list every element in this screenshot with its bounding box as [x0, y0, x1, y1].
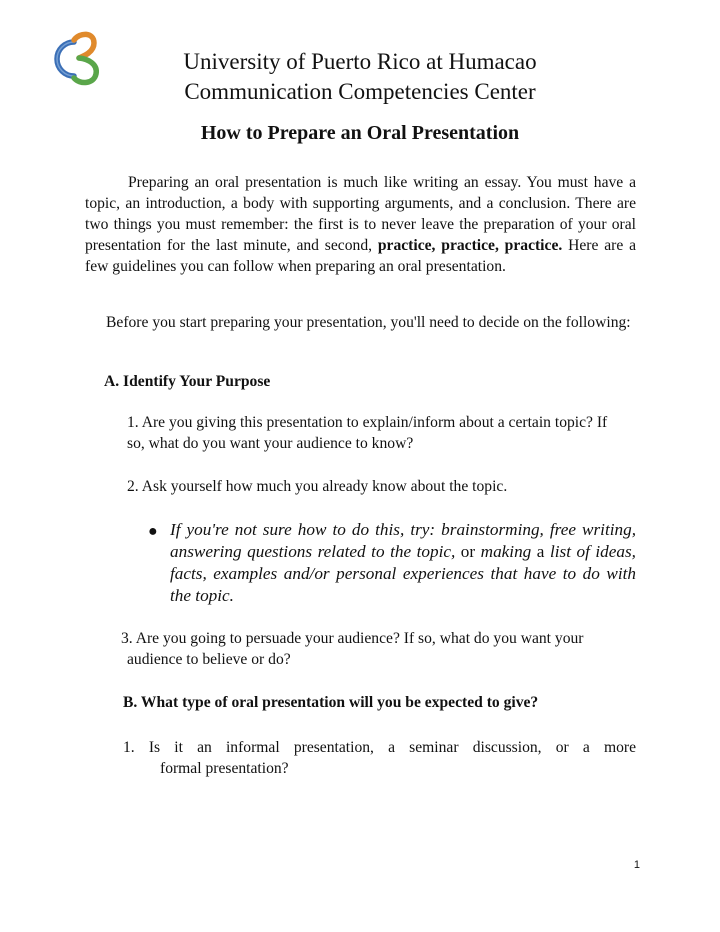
intro-text-part1: Preparing an oral presentation is much like writing an essay. You must have a topic, an introduction, a body with supporting arguments, and a conclusion. There are two things you must remember: the first is to never leave the preparation of your oral presentation for the last minute, and second, [85, 174, 636, 254]
center-name: Communication Competencies Center [184, 79, 536, 104]
section-a-question-1: 1. Are you giving this presentation to explain/inform about a certain topic? If so, what do you want your audience to know? [127, 414, 608, 452]
q3-line-1: 3. Are you going to persuade your audience? If so, what do you want your [121, 630, 584, 647]
section-a-heading: A. Identify Your Purpose [104, 373, 271, 390]
intro-paragraph [85, 172, 636, 277]
bullet-italic-2: making [480, 542, 532, 561]
section-b-question-1 [123, 737, 636, 779]
section-b-heading: B. What type of oral presentation will you be expected to give? [123, 694, 539, 711]
intro-text-part2: Here are a few guidelines you can follow when preparing an oral presentation. [85, 237, 637, 275]
section-a-question-3 [121, 628, 641, 670]
intro-bold-practice: practice, practice, practice. [377, 237, 563, 254]
section-a-question-2: 2. Ask yourself how much you already know about the topic. [127, 478, 508, 495]
bullet-text [170, 519, 636, 607]
b-q1-line-1: 1. Is it an informal presentation, a seminar discussion, or a more [123, 739, 636, 756]
bullet-plain-1: or [455, 542, 481, 561]
before-paragraph: Before you start preparing your presentation, you'll need to decide on the following: [106, 314, 631, 331]
bullet-italic-3: list of ideas, facts, examples and/or personal experiences that have to do with the topic. [170, 542, 636, 605]
university-name: University of Puerto Rico at Humacao [183, 49, 537, 74]
bullet-dot-icon: ● [148, 523, 158, 540]
page-number: 1 [633, 859, 640, 871]
q3-line-2: audience to believe or do? [127, 651, 291, 668]
document-title: How to Prepare an Oral Presentation [200, 122, 520, 144]
bullet-italic-1: If you're not sure how to do this, try: brainstorming, free writing, answering questions related to the topic, [170, 520, 636, 561]
bullet-plain-2: a [531, 542, 550, 561]
b-q1-line-2: formal presentation? [160, 760, 289, 777]
